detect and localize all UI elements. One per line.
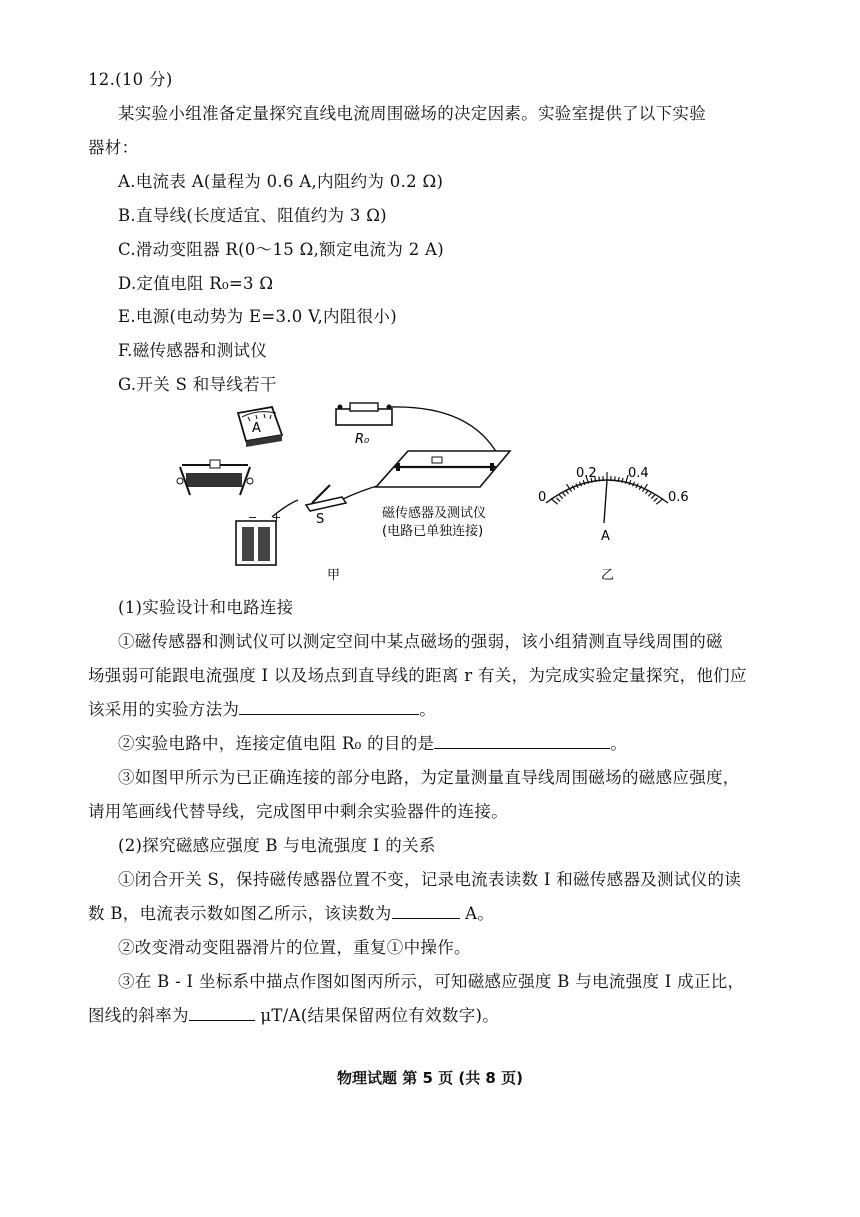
answer-blank-method[interactable] (239, 700, 419, 715)
scale-label-0.2: 0.2 (576, 466, 597, 481)
option-g: G.开关 S 和导线若干 (118, 375, 277, 394)
option-d: D.定值电阻 R₀=3 Ω (118, 274, 274, 293)
pointer-label: A (601, 529, 610, 544)
page-footer: 物理试题 第 5 页 (共 8 页) (337, 1069, 523, 1087)
wire-r0-board (390, 407, 498, 455)
minus-sign: − (248, 511, 258, 524)
figure-yi-label: 乙 (601, 568, 615, 583)
part1-q3-line2: 请用笔画线代替导线，完成图甲中剩余实验器件的连接。 (88, 802, 508, 821)
switch-icon (306, 485, 346, 527)
option-a: A.电流表 A(量程为 0.6 A,内阻约为 0.2 Ω) (118, 172, 444, 191)
answer-blank-slope[interactable] (189, 1006, 255, 1021)
part2-q1-line2: 数 B，电流表示数如图乙所示，该读数为 A。 (88, 904, 495, 923)
option-b: B.直导线(长度适宜、阻值约为 3 Ω) (118, 206, 387, 225)
answer-blank-r0-purpose[interactable] (434, 734, 610, 749)
part1-q3-line1: ③如图甲所示为已正确连接的部分电路，为定量测量直导线周围磁场的磁感应强度， (118, 768, 740, 787)
part2-q3-line2: 图线的斜率为 μT/A(结果保留两位有效数字)。 (88, 1006, 500, 1025)
option-c: C.滑动变阻器 R(0～15 Ω,额定电流为 2 A) (118, 240, 444, 259)
wire-switch-board (343, 485, 380, 499)
answer-blank-reading[interactable] (392, 904, 460, 919)
ammeter-icon (238, 407, 282, 447)
scale-label-0: 0 (538, 490, 547, 505)
part2-q2: ②改变滑动变阻器滑片的位置，重复①中操作。 (118, 938, 471, 957)
scale-label-0.4: 0.4 (628, 466, 649, 481)
battery-icon (236, 511, 281, 565)
question-number: 12.(10 分) (88, 70, 173, 89)
intro-line-1: 某实验小组准备定量探究直线电流周围磁场的决定因素。实验室提供了以下实验 (118, 104, 706, 123)
r0-label: R₀ (355, 432, 370, 447)
switch-label: S (316, 512, 325, 527)
part1-q1-line1: ①磁传感器和测试仪可以测定空间中某点磁场的强弱，该小组猜测直导线周围的磁 (118, 632, 723, 651)
ammeter-label: A (252, 421, 261, 436)
scale-label-0.6: 0.6 (668, 490, 689, 505)
sensor-caption-2: (电路已单独连接) (382, 524, 484, 539)
pointer (604, 480, 607, 523)
figure-circuit (0, 395, 860, 585)
part2-q3-line1: ③在 B - I 坐标系中描点作图如图丙所示，可知磁感应强度 B 与电流强度 I 成正比， (118, 972, 745, 991)
sensor-board-icon (376, 451, 510, 487)
ammeter-scale (538, 466, 689, 544)
option-e: E.电源(电动势为 E=3.0 V,内阻很小) (118, 307, 397, 326)
figure-jia-label: 甲 (327, 568, 341, 583)
part1-q1-line2: 场强弱可能跟电流强度 I 以及场点到直导线的距离 r 有关，为完成实验定量探究，他们应 (88, 666, 747, 685)
sensor-caption-1: 磁传感器及测试仪 (382, 506, 487, 521)
part1-q2: ②实验电路中，连接定值电阻 R₀ 的目的是 。 (118, 734, 628, 753)
intro-line-2: 器材： (88, 138, 139, 157)
rheostat-icon (177, 460, 253, 495)
option-f: F.磁传感器和测试仪 (118, 341, 268, 360)
plus-sign: + (272, 511, 282, 524)
resistor-r0-icon (336, 403, 392, 447)
part2-q1-line1: ①闭合开关 S，保持磁传感器位置不变，记录电流表读数 I 和磁传感器及测试仪的读 (118, 870, 742, 889)
part1-q1-line3: 该采用的实验方法为 。 (88, 700, 437, 719)
part2-heading: (2)探究磁感应强度 B 与电流强度 I 的关系 (118, 836, 436, 855)
part1-heading: (1)实验设计和电路连接 (118, 598, 294, 617)
